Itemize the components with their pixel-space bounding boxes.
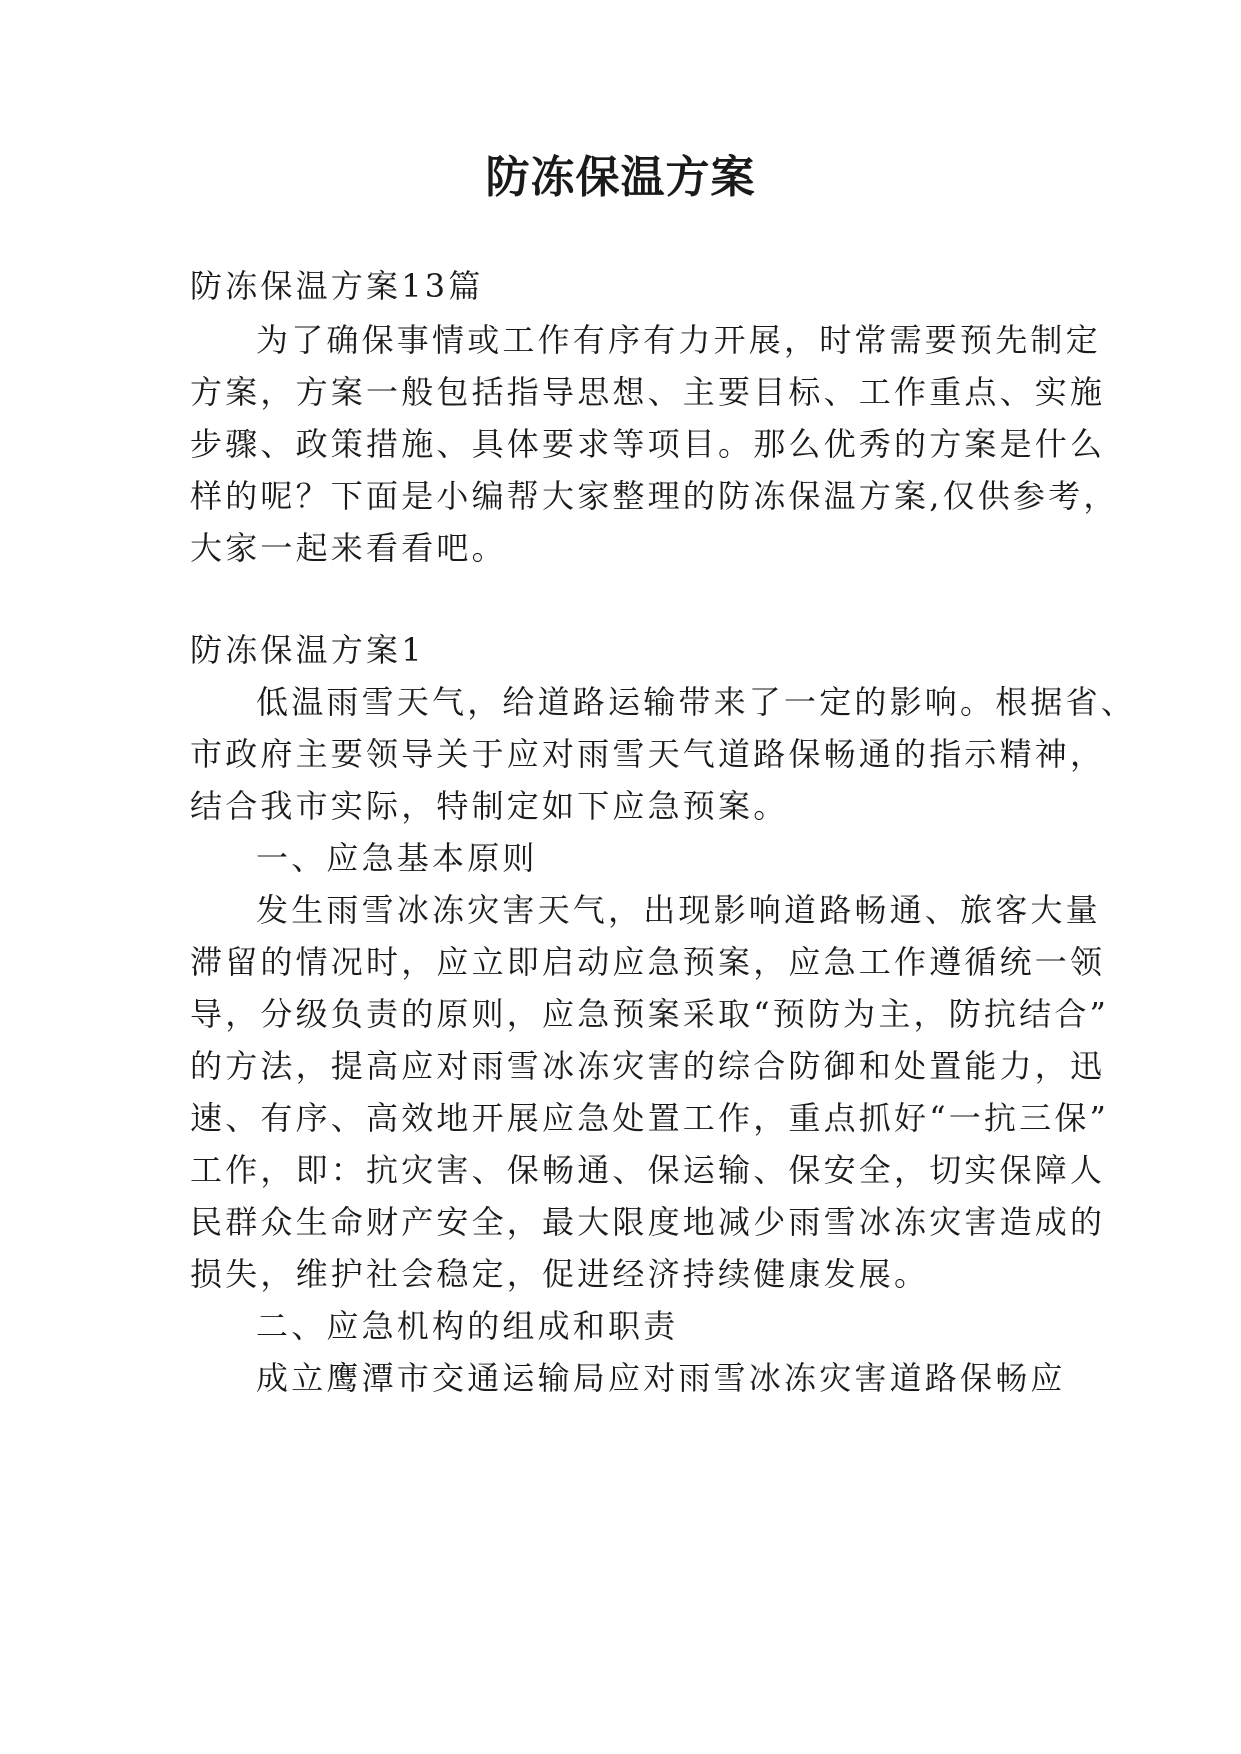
paragraph-line: 民群众生命财产安全，最大限度地减少雨雪冰冻灾害造成的: [190, 1203, 1106, 1241]
paragraph-line: 方案，方案一般包括指导思想、主要目标、工作重点、实施: [190, 373, 1106, 411]
section-heading-overview: 防冻保温方案13篇: [190, 267, 484, 305]
subheading-basic-principles: 一、应急基本原则: [256, 839, 538, 877]
paragraph-line: 工作，即：抗灾害、保畅通、保运输、保安全，切实保障人: [190, 1151, 1106, 1189]
paragraph-line: 的方法，提高应对雨雪冰冻灾害的综合防御和处置能力，迅: [190, 1047, 1106, 1085]
paragraph-line: 导，分级负责的原则，应急预案采取“预防为主，防抗结合”: [190, 995, 1110, 1033]
paragraph-line: 市政府主要领导关于应对雨雪天气道路保畅通的指示精神，: [190, 735, 1106, 773]
paragraph-line: 结合我市实际，特制定如下应急预案。: [190, 787, 789, 825]
paragraph-line: 损失，维护社会稳定，促进经济持续健康发展。: [190, 1255, 930, 1293]
paragraph-line: 滞留的情况时，应立即启动应急预案，应急工作遵循统一领: [190, 943, 1106, 981]
subheading-organization: 二、应急机构的组成和职责: [256, 1307, 679, 1345]
paragraph-line: 样的呢？下面是小编帮大家整理的防冻保温方案,仅供参考，: [190, 477, 1119, 515]
paragraph-line: 发生雨雪冰冻灾害天气，出现影响道路畅通、旅客大量: [256, 891, 1101, 929]
paragraph-line: 低温雨雪天气，给道路运输带来了一定的影响。根据省、: [256, 683, 1137, 721]
paragraph-line: 速、有序、高效地开展应急处置工作，重点抓好“一抗三保”: [190, 1099, 1110, 1137]
paragraph-line: 为了确保事情或工作有序有力开展，时常需要预先制定: [256, 321, 1101, 359]
paragraph-line: 成立鹰潭市交通运输局应对雨雪冰冻灾害道路保畅应: [256, 1359, 1066, 1397]
paragraph-line: 步骤、政策措施、具体要求等项目。那么优秀的方案是什么: [190, 425, 1106, 463]
document-title: 防冻保温方案: [485, 152, 756, 203]
paragraph-line: 大家一起来看看吧。: [190, 529, 507, 567]
section-heading-plan-1: 防冻保温方案1: [190, 631, 425, 669]
